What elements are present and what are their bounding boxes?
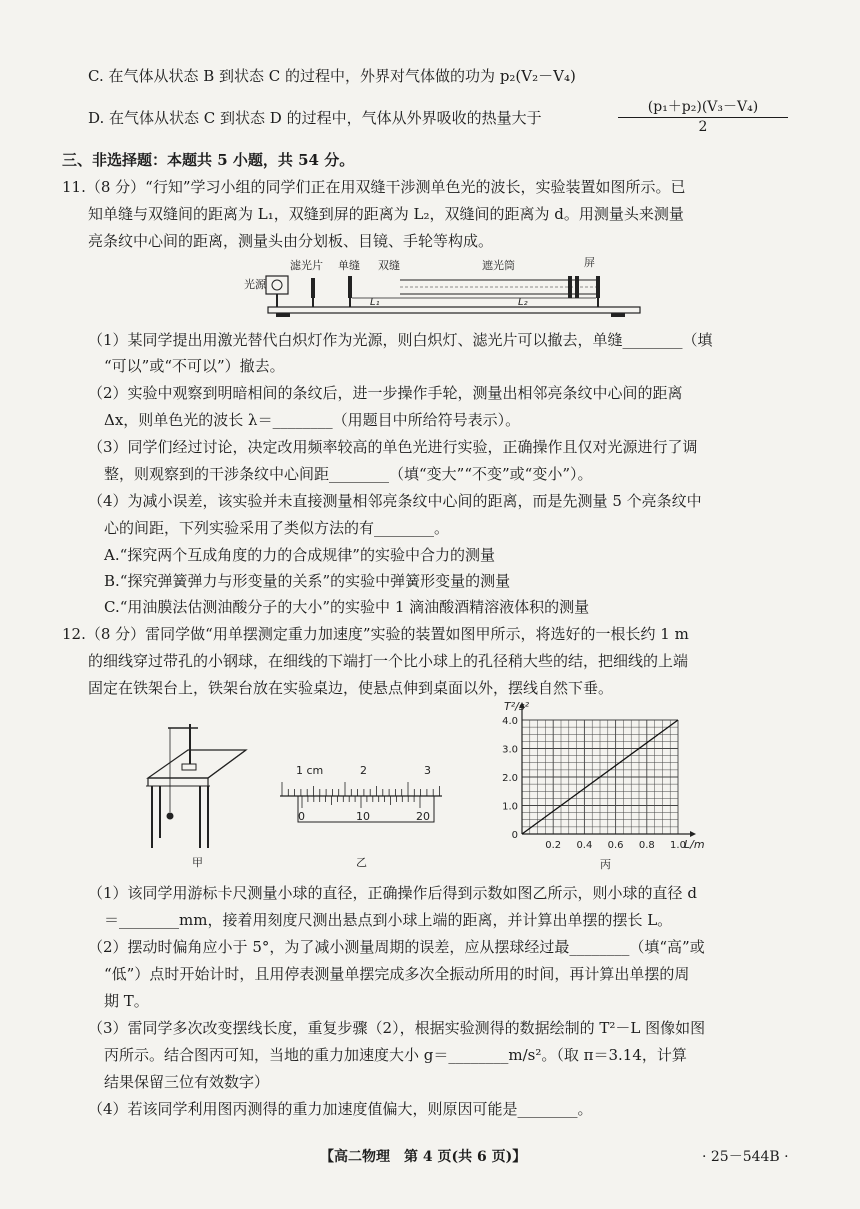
- footer-code: · 25－544B ·: [702, 1149, 789, 1165]
- chart-x-arrow: [690, 831, 696, 837]
- vernier-label-20: 20: [416, 810, 430, 823]
- label-L1: L₁: [370, 297, 380, 308]
- chart-x-tick-label: 0.4: [576, 840, 593, 851]
- label-yi: 乙: [356, 856, 367, 869]
- q11-option-a: A.“探究两个互成角度的力的合成规律”的实验中合力的测量: [104, 546, 495, 564]
- main-scale-label-1: 1 cm: [296, 764, 324, 777]
- q11-stem-3: 亮条纹中心间的距离，测量头由分划板、目镜、手轮等构成。: [88, 232, 494, 250]
- vernier-label-0: 0: [298, 810, 305, 823]
- q12-part-2c: 期 T。: [104, 992, 149, 1010]
- label-screen: 屏: [584, 256, 595, 269]
- label-bing: 丙: [600, 858, 611, 871]
- q12-part-2a: （2）摆动时偏角应小于 5°，为了减小测量周期的误差，应从摆球经过最________（填“高”或: [88, 938, 705, 956]
- double-slit-apparatus-figure: [226, 254, 646, 324]
- chart-y-tick-label: 4.0: [502, 716, 518, 727]
- q12-part-1b: ＝________mm，接着用刻度尺测出悬点到小球上端的距离，并计算出单摆的摆长 L。: [104, 911, 673, 929]
- chart-x-tick-label: 1.0: [670, 840, 686, 851]
- label-light-source: 光源: [244, 278, 266, 291]
- chart-x-tick-label: 0.2: [545, 840, 562, 851]
- footer-page-info: 【高二物理 第 4 页(共 6 页)】: [320, 1149, 527, 1165]
- figure-jia-pendulum: [138, 720, 248, 870]
- section-3-title: 三、非选择题：本题共 5 小题，共 54 分。: [62, 151, 355, 169]
- q11-part-1b: “可以”或“不可以”）撤去。: [104, 357, 285, 375]
- q12-part-3b: 丙所示。结合图丙可知，当地的重力加速度大小 g＝________m/s²。（取 π＝3.14，计算: [104, 1046, 687, 1064]
- chart-x-tick-label: 0.8: [638, 840, 655, 851]
- label-double-slit: 双缝: [378, 259, 400, 272]
- chart-x-axis-label: L/m: [684, 838, 705, 851]
- main-scale-label-2: 2: [360, 764, 367, 777]
- q12-stem-1: 12.（8 分）雷同学做“用单摆测定重力加速度”实验的装置如图甲所示，将选好的一根长约 1 m: [62, 625, 689, 643]
- q11-part-2a: （2）实验中观察到明暗相间的条纹后，进一步操作手轮，测量出相邻亮条纹中心间的距离: [88, 384, 683, 402]
- chart-x-tick-label: 0.6: [607, 840, 624, 851]
- chart-y-tick-label: 2.0: [502, 773, 518, 784]
- lamp-box: [266, 276, 288, 294]
- screen-mark: [596, 276, 600, 298]
- q12-part-2b: “低”）点时开始计时，且用停表测量单摆完成多次全振动所用的时间，再计算出单摆的周: [104, 965, 690, 983]
- q11-part-3b: 整，则观察到的干涉条纹中心间距________（填“变大”“不变”或“变小”）。: [104, 465, 593, 483]
- q10-option-c: C. 在气体从状态 B 到状态 C 的过程中，外界对气体做的功为 p₂(V₂－V₄): [88, 67, 576, 85]
- label-single-slit: 单缝: [338, 259, 360, 272]
- filter-mark: [311, 278, 315, 298]
- q10-option-d: D. 在气体从状态 C 到状态 D 的过程中，气体从外界吸收的热量大于: [88, 109, 542, 127]
- vernier-label-10: 10: [356, 810, 370, 823]
- label-L2: L₂: [518, 297, 528, 308]
- q12-part-3a: （3）雷同学多次改变摆线长度，重复步骤（2），根据实验测得的数据绘制的 T²－L 图像如图: [88, 1019, 706, 1037]
- fraction-numerator: (p₁＋p₂)(V₃－V₄): [618, 96, 788, 118]
- q11-part-1a: （1）某同学提出用激光替代白炽灯作为光源，则白炽灯、滤光片可以撤去，单缝________（填: [88, 331, 713, 349]
- q11-stem-1: 11.（8 分）“行知”学习小组的同学们正在用双缝干涉测单色光的波长，实验装置如图所示。已: [62, 178, 686, 196]
- q11-part-4a: （4）为减小误差，该实验并未直接测量相邻亮条纹中心间的距离，而是先测量 5 个亮条纹中: [88, 492, 702, 510]
- q12-part-1a: （1）该同学用游标卡尺测量小球的直径，正确操作后得到示数如图乙所示，则小球的直径 d: [88, 884, 697, 902]
- q11-option-c: C.“用油膜法估测油酸分子的大小”的实验中 1 滴油酸酒精溶液体积的测量: [104, 598, 590, 616]
- main-scale-label-3: 3: [424, 764, 431, 777]
- figure-bing-t2-l-chart: [480, 700, 720, 872]
- fraction-denominator: 2: [698, 119, 708, 135]
- single-slit-mark: [348, 276, 352, 298]
- label-shade-tube: 遮光筒: [482, 259, 515, 272]
- q11-stem-2: 知单缝与双缝间的距离为 L₁，双缝到屏的距离为 L₂，双缝间的距离为 d。用测量头来测量: [88, 205, 684, 223]
- chart-y-axis-label: T²/s²: [504, 700, 529, 713]
- q11-part-2b: Δx，则单色光的波长 λ＝________（用题目中所给符号表示）。: [104, 411, 521, 429]
- q11-part-3a: （3）同学们经过讨论，决定改用频率较高的单色光进行实验，正确操作且仅对光源进行了调: [88, 438, 698, 456]
- q12-stem-3: 固定在铁架台上，铁架台放在实验桌边，使悬点伸到桌面以外，摆线自然下垂。: [88, 679, 614, 697]
- label-jia: 甲: [192, 856, 203, 869]
- q11-part-4b: 心的间距，下列实验采用了类似方法的有________。: [104, 519, 450, 537]
- q11-option-b: B.“探究弹簧弹力与形变量的关系”的实验中弹簧形变量的测量: [104, 572, 511, 590]
- chart-y-tick-label: 1.0: [502, 801, 518, 813]
- chart-y-tick-label: 3.0: [502, 744, 518, 756]
- q12-stem-2: 的细线穿过带孔的小钢球，在细线的下端打一个比小球上的孔径稍大些的结，把细线的上端: [88, 652, 689, 670]
- q10-option-d-fraction: [618, 96, 788, 135]
- q12-part-3c: 结果保留三位有效数字）: [104, 1073, 270, 1091]
- label-filter: 滤光片: [290, 259, 323, 272]
- q12-part-4a: （4）若该同学利用图丙测得的重力加速度值偏大，则原因可能是________。: [88, 1100, 593, 1118]
- chart-y-tick-label: 0: [511, 830, 518, 841]
- figure-yi-vernier-caliper: [276, 760, 446, 870]
